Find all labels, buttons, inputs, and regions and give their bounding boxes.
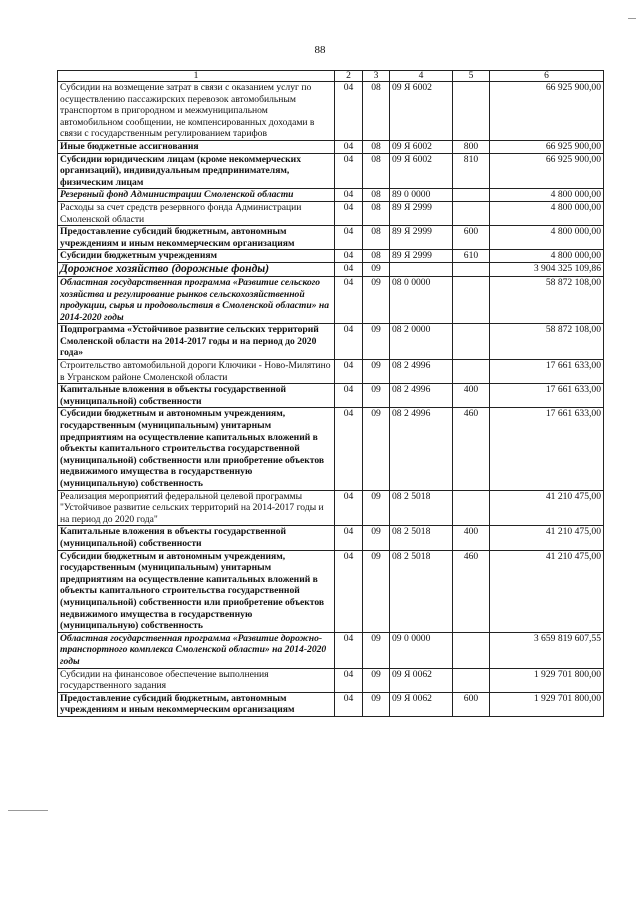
row-target-article: 08 2 5018	[390, 526, 453, 550]
row-name: Субсидии бюджетным учреждениям	[58, 250, 335, 263]
row-name: Субсидии на финансовое обеспечение выполнения государственного задания	[58, 668, 335, 692]
row-name: Капитальные вложения в объекты государственной (муниципальной) собственности	[58, 384, 335, 408]
table-row	[58, 490, 604, 526]
row-name: Подпрограмма «Устойчивое развитие сельских территорий Смоленской области на 2014-2017 годы и на период до 2020 года»	[58, 324, 335, 360]
row-subsection: 09	[363, 408, 390, 490]
row-amount: 4 800 000,00	[490, 226, 604, 250]
row-section: 04	[335, 189, 363, 202]
row-amount: 4 800 000,00	[490, 250, 604, 263]
row-name: Субсидии бюджетным и автономным учреждениям, государственным (муниципальным) унитарным предприятиям на осуществление капитальных вложений в объекты капитального строительства государственной (муниципальной) собственности или приобретение объектов недвижимого имущества в государственную (муниципальную) собственность	[58, 550, 335, 632]
row-subsection: 09	[363, 490, 390, 526]
row-target-article: 08 2 4996	[390, 360, 453, 384]
page-number: 88	[314, 44, 326, 56]
row-target-article: 89 Я 2999	[390, 250, 453, 263]
row-name: Реализация мероприятий федеральной целевой программы "Устойчивое развитие сельских территорий на 2014-2017 годы и на период до 2020 года"	[58, 490, 335, 526]
row-subsection: 09	[363, 262, 390, 276]
row-section: 04	[335, 262, 363, 276]
row-name: Областная государственная программа «Развитие дорожно-транспортного комплекса Смоленской области» на 2014-2020 годы	[58, 632, 335, 668]
table-row	[58, 692, 604, 716]
header-col-3: 3	[363, 71, 390, 82]
table-row	[58, 262, 604, 276]
row-subsection: 08	[363, 82, 390, 141]
row-name: Субсидии бюджетным и автономным учреждениям, государственным (муниципальным) унитарным предприятиям на осуществление капитальных вложений в объекты капитального строительства государственной (муниципальной) собственности или приобретение объектов недвижимого имущества в государственную (муниципальную) собственность	[58, 408, 335, 490]
row-expense-type: 600	[453, 226, 490, 250]
row-section: 04	[335, 250, 363, 263]
row-amount: 3 904 325 109,86	[490, 262, 604, 276]
row-amount: 41 210 475,00	[490, 490, 604, 526]
row-section: 04	[335, 692, 363, 716]
row-amount: 66 925 900,00	[490, 82, 604, 141]
row-target-article: 89 0 0000	[390, 189, 453, 202]
table-row	[58, 360, 604, 384]
row-amount: 17 661 633,00	[490, 408, 604, 490]
row-expense-type: 800	[453, 140, 490, 153]
row-target-article: 89 Я 2999	[390, 201, 453, 225]
row-expense-type	[453, 360, 490, 384]
row-expense-type	[453, 262, 490, 276]
row-section: 04	[335, 82, 363, 141]
header-col-2: 2	[335, 71, 363, 82]
row-target-article: 08 2 5018	[390, 490, 453, 526]
table-header-row	[58, 71, 604, 82]
table-row	[58, 668, 604, 692]
row-expense-type: 810	[453, 153, 490, 189]
row-amount: 17 661 633,00	[490, 384, 604, 408]
row-subsection: 08	[363, 226, 390, 250]
row-name: Строительство автомобильной дороги Ключики - Ново-Милятино в Угранском районе Смоленской области	[58, 360, 335, 384]
row-target-article: 09 Я 6002	[390, 82, 453, 141]
row-expense-type: 610	[453, 250, 490, 263]
row-amount: 66 925 900,00	[490, 153, 604, 189]
row-expense-type	[453, 82, 490, 141]
row-section: 04	[335, 140, 363, 153]
row-section: 04	[335, 276, 363, 323]
row-section: 04	[335, 490, 363, 526]
row-name: Расходы за счет средств резервного фонда Администрации Смоленской области	[58, 201, 335, 225]
row-section: 04	[335, 153, 363, 189]
row-name: Предоставление субсидий бюджетным, автономным учреждениям и иным некоммерческим организациям	[58, 692, 335, 716]
row-target-article	[390, 262, 453, 276]
row-expense-type: 460	[453, 550, 490, 632]
row-subsection: 09	[363, 692, 390, 716]
row-section: 04	[335, 668, 363, 692]
row-amount: 4 800 000,00	[490, 189, 604, 202]
row-amount: 1 929 701 800,00	[490, 668, 604, 692]
row-expense-type	[453, 632, 490, 668]
row-section: 04	[335, 408, 363, 490]
row-expense-type: 460	[453, 408, 490, 490]
table-row	[58, 201, 604, 225]
edge-mark	[8, 810, 48, 811]
row-amount: 58 872 108,00	[490, 276, 604, 323]
row-target-article: 09 Я 0062	[390, 668, 453, 692]
row-expense-type	[453, 189, 490, 202]
row-target-article: 09 Я 6002	[390, 140, 453, 153]
table-row	[58, 632, 604, 668]
row-subsection: 09	[363, 276, 390, 323]
row-subsection: 08	[363, 189, 390, 202]
row-name: Предоставление субсидий бюджетным, автономным учреждениям и иным некоммерческим организациям	[58, 226, 335, 250]
row-subsection: 08	[363, 201, 390, 225]
row-name: Резервный фонд Администрации Смоленской области	[58, 189, 335, 202]
row-amount: 58 872 108,00	[490, 324, 604, 360]
table-row	[58, 189, 604, 202]
row-section: 04	[335, 632, 363, 668]
table-row	[58, 140, 604, 153]
table-row	[58, 324, 604, 360]
row-amount: 4 800 000,00	[490, 201, 604, 225]
table-row	[58, 226, 604, 250]
row-subsection: 09	[363, 632, 390, 668]
row-amount: 66 925 900,00	[490, 140, 604, 153]
row-name: Дорожное хозяйство (дорожные фонды)	[58, 262, 335, 276]
header-col-5: 5	[453, 71, 490, 82]
table-row	[58, 276, 604, 323]
table-row	[58, 526, 604, 550]
row-target-article: 08 2 4996	[390, 408, 453, 490]
row-subsection: 08	[363, 153, 390, 189]
row-amount: 41 210 475,00	[490, 550, 604, 632]
table-row	[58, 250, 604, 263]
row-section: 04	[335, 201, 363, 225]
row-section: 04	[335, 550, 363, 632]
row-amount: 17 661 633,00	[490, 360, 604, 384]
budget-table	[57, 70, 604, 717]
row-expense-type	[453, 324, 490, 360]
table-row	[58, 408, 604, 490]
header-col-1: 1	[58, 71, 335, 82]
row-subsection: 08	[363, 140, 390, 153]
row-expense-type: 600	[453, 692, 490, 716]
row-expense-type	[453, 201, 490, 225]
row-name: Областная государственная программа «Развитие сельского хозяйства и регулирование рынков сельскохозяйственной продукции, сырья и продовольствия в Смоленской области» на 2014-2020 годы	[58, 276, 335, 323]
header-col-6: 6	[490, 71, 604, 82]
row-expense-type	[453, 490, 490, 526]
row-subsection: 09	[363, 384, 390, 408]
row-target-article: 08 0 0000	[390, 276, 453, 323]
row-expense-type: 400	[453, 526, 490, 550]
table-row	[58, 550, 604, 632]
row-subsection: 09	[363, 668, 390, 692]
row-name: Капитальные вложения в объекты государственной (муниципальной) собственности	[58, 526, 335, 550]
row-section: 04	[335, 360, 363, 384]
row-name: Иные бюджетные ассигнования	[58, 140, 335, 153]
row-target-article: 09 Я 6002	[390, 153, 453, 189]
row-target-article: 08 2 4996	[390, 384, 453, 408]
row-subsection: 09	[363, 324, 390, 360]
row-section: 04	[335, 226, 363, 250]
table-row	[58, 384, 604, 408]
edge-mark	[628, 18, 636, 19]
row-expense-type	[453, 668, 490, 692]
row-target-article: 89 Я 2999	[390, 226, 453, 250]
row-target-article: 08 2 0000	[390, 324, 453, 360]
row-section: 04	[335, 384, 363, 408]
row-name: Субсидии на возмещение затрат в связи с оказанием услуг по осуществлению пассажирских перевозок автомобильным транспортом в пригородном и межмуниципальном автомобильном сообщении, не компенсированных доходами в связи с государственным регулированием тарифов	[58, 82, 335, 141]
header-col-4: 4	[390, 71, 453, 82]
row-expense-type	[453, 276, 490, 323]
row-amount: 3 659 819 607,55	[490, 632, 604, 668]
row-section: 04	[335, 324, 363, 360]
row-target-article: 09 Я 0062	[390, 692, 453, 716]
row-target-article: 08 2 5018	[390, 550, 453, 632]
row-amount: 41 210 475,00	[490, 526, 604, 550]
row-subsection: 09	[363, 550, 390, 632]
row-subsection: 08	[363, 250, 390, 263]
row-expense-type: 400	[453, 384, 490, 408]
table-row	[58, 82, 604, 141]
row-target-article: 09 0 0000	[390, 632, 453, 668]
table-row	[58, 153, 604, 189]
row-amount: 1 929 701 800,00	[490, 692, 604, 716]
table-body	[58, 82, 604, 717]
row-section: 04	[335, 526, 363, 550]
row-subsection: 09	[363, 526, 390, 550]
row-name: Субсидии юридическим лицам (кроме некоммерческих организаций), индивидуальным предпринимателям, физическим лицам	[58, 153, 335, 189]
row-subsection: 09	[363, 360, 390, 384]
